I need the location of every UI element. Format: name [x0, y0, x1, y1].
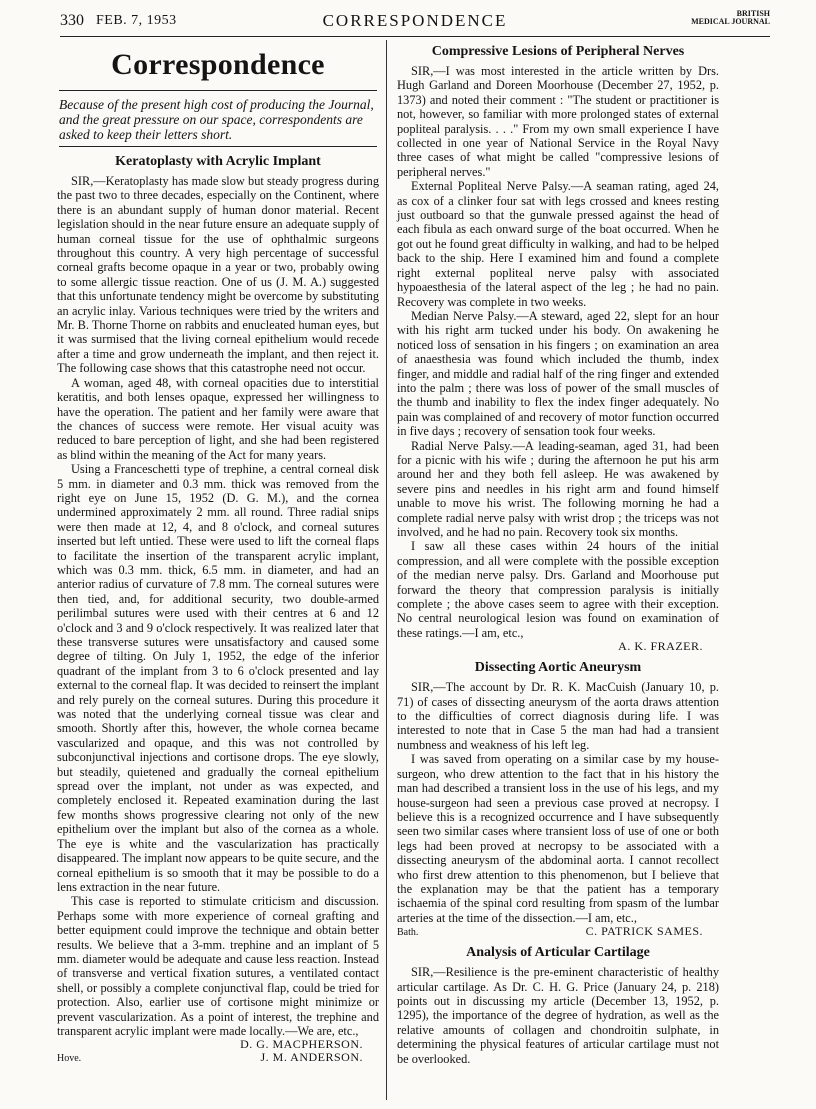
journal-line-1: BRITISH	[736, 9, 770, 18]
letter-heading: Compressive Lesions of Peripheral Nerves	[431, 44, 685, 59]
left-column	[57, 40, 379, 1065]
signatory: J. M. ANDERSON.	[260, 1050, 363, 1065]
page-number: 330	[60, 12, 84, 29]
intro-top-rule	[59, 90, 377, 91]
letter-keratoplasty	[57, 154, 379, 1064]
paragraph: Median Nerve Palsy.—A steward, aged 22, slept for an hour with his right arm tucked under his body. On awakening he noticed loss of sensation in his fingers ; on examination an area of anaesthesia was found which included the thumb, index finger, and middle and radial half of the ring finger and extended into the palm ; there was loss of power of the small muscles of the thumb and inability to flex the index finger adequately. No pain was complained of and recovery of motor function occurred in five days ; recovery of sensation took four weeks.	[397, 308, 719, 439]
correspondence-title: Correspondence	[111, 48, 325, 81]
signatory: C. PATRICK SAMES.	[585, 924, 703, 939]
issue-date: FEB. 7, 1953	[96, 13, 177, 28]
paragraph: External Popliteal Nerve Palsy.—A seaman rating, aged 24, as cox of a clinker four sat with legs crossed and knees resting just outboard so that the gunwale pressed against the head of each fibula as each onward surge of the boat occurred. When he got out he found great difficulty in walking, and had to be helped back to the ship. Here I examined him and found a complete right external popliteal nerve palsy with associated hypoaesthesia of the lateral aspect of the leg ; he had no pain. Recovery was complete in two weeks.	[397, 179, 719, 309]
signatory: D. G. MACPHERSON.	[240, 1037, 363, 1052]
letter-heading: Dissecting Aortic Aneurysm	[474, 660, 642, 676]
letter-articular-cartilage	[397, 945, 719, 1066]
paragraph: Radial Nerve Palsy.—A leading-seaman, aged 31, had been for a picnic with his wife ; during the afternoon he put his arm around her and they both fell asleep. He was awakened by severe pins and needles in his right arm and found himself unable to move his wrist. The following morning he had a complete radial nerve palsy with wrist drop ; the triceps was not involved, and he had no pain. Recovery took six months.	[397, 438, 719, 539]
section-title: CORRESPONDENCE	[322, 11, 508, 30]
page-header	[60, 10, 770, 37]
letter-aortic-aneurysm	[397, 660, 719, 938]
right-column	[397, 40, 719, 1066]
letter-heading: Keratoplasty with Acrylic Implant	[115, 154, 321, 169]
letter-heading: Analysis of Articular Cartilage	[466, 945, 650, 961]
paragraph: SIR,—I was most interested in the article written by Drs. Hugh Garland and Doreen Moorhouse (December 27, 1952, p. 1373) and noted their comment : "The student or practitioner is not, however, so familiar with more prolonged states of external popliteal paralysis. . . ." From my own small experience I have collected in one year of National Service in the Royal Navy three cases of what might be called "compressive lesions of peripheral nerves."	[397, 64, 719, 179]
editorial-note: Because of the present high cost of producing the Journal, and the great pressure on our space, correspondents are asked to keep their letters short.	[59, 97, 374, 142]
column-divider	[386, 40, 387, 1100]
intro-bottom-rule	[59, 146, 377, 147]
paragraph: This case is reported to stimulate criticism and discussion. Perhaps some with more experience of corneal grafting and better equipment could improve the technique and obtain better results. We believe that a 3-mm. trephine and an implant of 5 mm. diameter would be adequate and cause less reaction. Instead of transverse and vertical fixation sutures, a ventilated contact shell, or possibly a complete conjunctival flap, could be tried for protection. Also, earlier use of cortisone might minimize or prevent vascularization. As a point of interest, the trephine and transparent acrylic implant were made locally.—We are, etc.,	[57, 894, 379, 1038]
signature-block	[397, 640, 719, 653]
letter-compressive-lesions	[397, 44, 719, 653]
paragraph: Using a Franceschetti type of trephine, a central corneal disk 5 mm. in diameter and 0.3 mm. thick was removed from the right eye on June 15, 1952 (D. G. M.), and the cornea undermined approximately 2 mm. all round. Three radial snips were then made at 12, 4, and 8 o'clock, and corneal sutures inserted but left untied. These were used to lift the corneal flaps to facilitate the insertion of the transparent acrylic implant, which was 0.3 mm. thick, 6.5 mm. in diameter, and had an anterior radius of curvature of 7.8 mm. The corneal sutures were then tied, and, for additional security, two double-armed perilimbal sutures were used with their centres at 6 and 12 o'clock and 3 and 9 o'clock respectively. It was realized later that these transverse sutures were unsatisfactory and caused some degree of tilting. On July 1, 1952, the edge of the inferior quadrant of the implant from 3 to 6 o'clock presented and lay external to the corneal flap. It was decided to reinsert the implant and rely purely on the corneal sutures. During this procedure it was noted that the underlying corneal tissue was clear and smooth. Shortly after this, however, the whole cornea became vascularized and opaque, and this was not controlled by subconjunctival injections and cortisone drops. The eye slowly, but steadily, quietened and gradually the corneal epithelium spread over the implant, not under as was expected, and completely enclosed it. Repeated examination during the last few months shows progressive clearing not only of the new epithelium over the implant but also of the cornea as a whole. The eye is white and the vascularization has practically disappeared. The implant now appears to be quite secure, and the corneal epithelium is so smooth that it may be possible to do a lens extraction in the near future.	[57, 462, 379, 894]
signature-place: Bath.	[397, 927, 419, 939]
signature-place: Hove.	[57, 1053, 82, 1065]
paragraph: I was saved from operating on a similar case by my house-surgeon, who drew attention to the fact that in his history the man had described a transient loss in the use of his legs, and my house-surgeon had seen a previous case proved at necropsy. I believe this is a recognized occurrence and I have subsequently seen two similar cases where transient loss of use of one or both legs had been proved at necropsy to be associated with a dissecting aneurysm of the abdominal aorta. I cannot recollect who first drew attention to this phenomenon, but I believe that the explanation may be that the patient has a temporary ischaemia of the spinal cord resulting from spasm of the lumbar arteries at the time of the dissection.—I am, etc.,	[397, 752, 719, 925]
signatory: A. K. FRAZER.	[618, 639, 703, 654]
paragraph: I saw all these cases within 24 hours of the initial compression, and all were complete with the possible exception of the median nerve palsy. Drs. Garland and Moorhouse put forward the theory that compression paralysis is initially complete ; the above cases seem to agree with their exception. No central neurological lesion was found on examination of these ratings.—I am, etc.,	[397, 539, 719, 640]
journal-name	[691, 10, 770, 26]
paragraph: SIR,—Keratoplasty has made slow but steady progress during the past two to three decades, especially on the Continent, where there is an abundant supply of human donor material. Recent legislation should in the near future ensure an adequate supply of human corneal tissue for the use of ophthalmic surgeons throughout this country. A very high percentage of successful corneal grafts become opaque in a year or two, probably owing to some allergic tissue reaction. One of us (J. M. A.) suggested that this unfortunate tendency might be overcome by substituting an acrylic inlay. Various techniques were tried by the writers and Mr. B. Thorne Thorne on rabbits and enucleated human eyes, but it was surmised that the living corneal epithelium would recede after a time and grow underneath the implant, and then reject it. The following case shows that this catastrophe need not occur.	[57, 174, 379, 376]
paragraph: SIR,—The account by Dr. R. K. MacCuish (January 10, p. 71) of cases of dissecting aneurysm of the aorta draws attention to the difficulties of correct diagnosis during life. I was interested to note that in Case 5 the man had had a transient numbness and weakness of his left leg.	[397, 680, 719, 752]
paragraph: A woman, aged 48, with corneal opacities due to interstitial keratitis, and both lenses opaque, expressed her willingness to have the operation. The patient and her family were aware that the chances of success were remote. Her visual acuity was reduced to bare perception of light, and she had been registered as blind within the meaning of the Act for many years.	[57, 375, 379, 462]
journal-line-2: MEDICAL JOURNAL	[691, 17, 770, 26]
paragraph: SIR,—Resilience is the pre-eminent characteristic of healthy articular cartilage. As Dr. C. H. G. Price (January 24, p. 218) points out in discussing my article (December 13, 1952, p. 1295), the importance of the degree of hydration, as well as the relative amounts of collagen and chondroitin sulphate, in determining the physical features of articular cartilage must not be overlooked.	[397, 965, 719, 1066]
signature-block	[57, 1038, 379, 1064]
signature-block	[397, 925, 719, 938]
